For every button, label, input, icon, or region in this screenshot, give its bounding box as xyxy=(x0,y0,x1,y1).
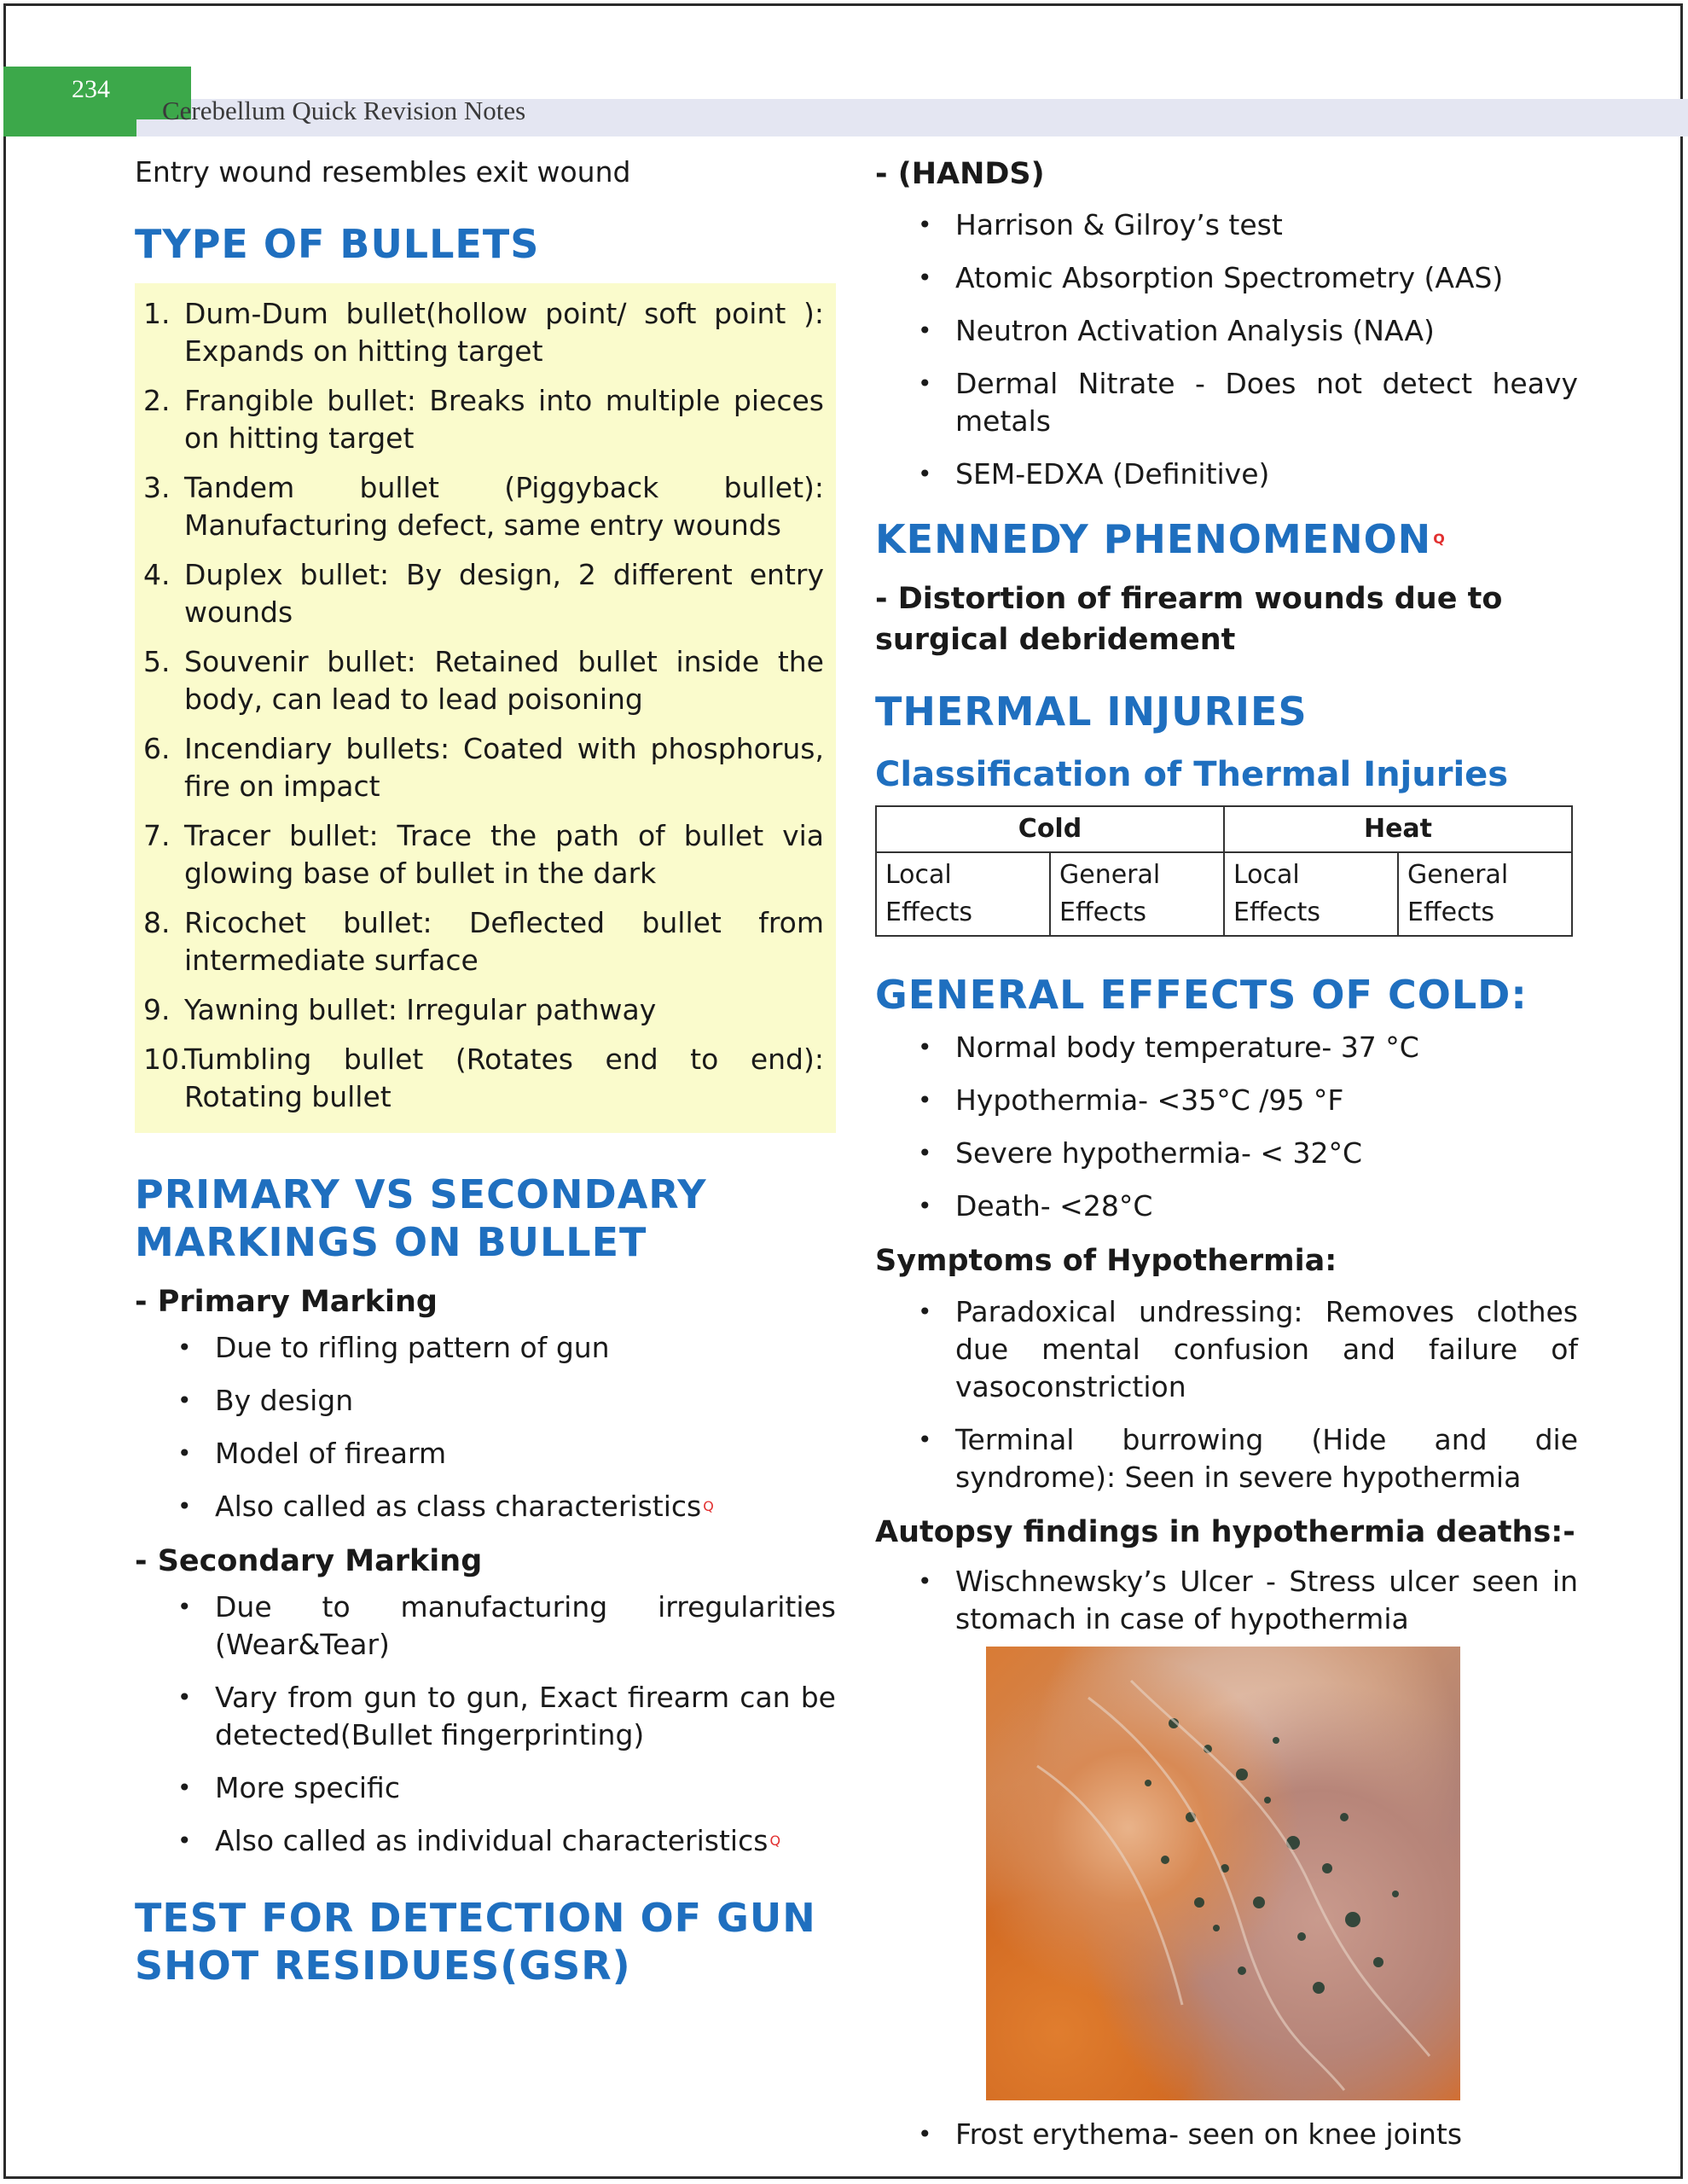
list-item: • Hypothermia- <35°C /95 °F xyxy=(918,1082,1578,1119)
question-mark-badge: Q xyxy=(1433,531,1446,547)
heading-thermal: THERMAL INJURIES xyxy=(875,688,1308,735)
kennedy-text: - Distortion of firearm wounds due to surgical debridement xyxy=(875,582,1503,657)
list-item: 5. Souvenir bullet: Retained bullet inside the body, can lead to lead poisoning xyxy=(143,645,824,716)
list-item: • Harrison & Gilroy’s test xyxy=(918,206,1578,244)
hands-list xyxy=(875,206,1578,493)
intro-text: Entry wound resembles exit wound xyxy=(135,155,631,189)
table-header-cold: Cold xyxy=(876,806,1224,852)
list-item: • Neutron Activation Analysis (NAA) xyxy=(918,312,1578,350)
list-item: • By design xyxy=(177,1382,836,1420)
secondary-marking-list xyxy=(135,1589,836,1860)
left-column xyxy=(135,147,836,1989)
table-cell: Local Effects xyxy=(876,852,1050,936)
list-item: 1. Dum-Dum bullet(hollow point/ soft point ): Expands on hitting target xyxy=(143,297,824,368)
thermal-table xyxy=(875,805,1573,937)
autopsy-heading: Autopsy findings in hypothermia deaths:- xyxy=(875,1515,1575,1549)
list-item: 7. Tracer bullet: Trace the path of bullet via glowing base of bullet in the dark xyxy=(143,819,824,890)
table-cell: General Effects xyxy=(1398,852,1572,936)
right-column xyxy=(875,147,1578,2169)
bullet-types-box xyxy=(135,283,836,1133)
final-list xyxy=(875,2116,1578,2153)
list-item: • Due to rifling pattern of gun xyxy=(177,1329,836,1367)
table-cell: General Effects xyxy=(1050,852,1224,936)
autopsy-list xyxy=(875,1563,1578,1638)
list-item: • Paradoxical undressing: Removes clothes due mental confusion and failure of vasoconstriction xyxy=(918,1293,1578,1406)
heading-gsr: TEST FOR DETECTION OF GUN SHOT RESIDUES(GSR) xyxy=(135,1895,816,1989)
cold-effects-list xyxy=(875,1029,1578,1225)
page-number: 234 xyxy=(3,67,191,119)
symptoms-heading: Symptoms of Hypothermia: xyxy=(875,1244,1337,1278)
heading-classification: Classification of Thermal Injuries xyxy=(875,755,1509,794)
primary-marking-label: - Primary Marking xyxy=(135,1285,438,1319)
heading-cold-effects: GENERAL EFFECTS OF COLD: xyxy=(875,972,1528,1018)
list-item: • Also called as class characteristics $^Q$ xyxy=(177,1488,836,1525)
list-item: • Dermal Nitrate - Does not detect heavy metals xyxy=(918,365,1578,440)
symptoms-list xyxy=(875,1293,1578,1496)
question-mark-badge: Q xyxy=(769,1833,781,1849)
list-item: 4. Duplex bullet: By design, 2 different entry wounds xyxy=(143,558,824,629)
list-item: 9. Yawning bullet: Irregular pathway xyxy=(143,993,657,1026)
list-item: 2. Frangible bullet: Breaks into multiple pieces on hitting target xyxy=(143,384,824,455)
list-item: • Normal body temperature- 37 °C xyxy=(918,1029,1578,1066)
list-item: • Severe hypothermia- < 32°C xyxy=(918,1135,1578,1172)
list-item: 10. Tumbling bullet (Rotates end to end): Rotating bullet xyxy=(143,1043,824,1113)
heading-markings: PRIMARY VS SECONDARY MARKINGS ON BULLET xyxy=(135,1171,707,1265)
list-item: 6. Incendiary bullets: Coated with phosphorus, fire on impact xyxy=(143,732,824,803)
list-item: • Atomic Absorption Spectrometry (AAS) xyxy=(918,259,1578,297)
stomach-ulcer-photo xyxy=(986,1647,1460,2100)
list-item: • Frost erythema- seen on knee joints xyxy=(918,2116,1578,2153)
list-item: • Vary from gun to gun, Exact firearm can be detected(Bullet fingerprinting) xyxy=(177,1679,836,1754)
heading-bullet-types: TYPE OF BULLETS xyxy=(135,221,540,267)
list-item: • More specific xyxy=(177,1769,836,1807)
question-mark-badge: Q xyxy=(703,1498,714,1514)
ulcer-spots-overlay xyxy=(986,1647,1460,2100)
primary-marking-list xyxy=(135,1329,836,1525)
list-item: • Also called as individual characteristics $^Q$ xyxy=(177,1822,836,1860)
list-item: • Wischnewsky’s Ulcer - Stress ulcer seen in stomach in case of hypothermia xyxy=(918,1563,1578,1638)
running-header: Cerebellum Quick Revision Notes xyxy=(162,96,526,125)
list-item: • Death- <28°C xyxy=(918,1188,1578,1225)
hands-label: - (HANDS) xyxy=(875,157,1045,191)
secondary-marking-label: - Secondary Marking xyxy=(135,1544,483,1578)
list-item: • Model of firearm xyxy=(177,1435,836,1472)
list-item: • SEM-EDXA (Definitive) xyxy=(918,456,1578,493)
list-item: • Terminal burrowing (Hide and die syndrome): Seen in severe hypothermia xyxy=(918,1421,1578,1496)
heading-kennedy: KENNEDY PHENOMENON $^Q$ xyxy=(875,516,1446,562)
list-item: 3. Tandem bullet (Piggyback bullet): Manufacturing defect, same entry wounds xyxy=(143,471,824,542)
list-item: • Due to manufacturing irregularities (Wear&Tear) xyxy=(177,1589,836,1664)
table-cell: Local Effects xyxy=(1224,852,1398,936)
list-item: 8. Ricochet bullet: Deflected bullet from intermediate surface xyxy=(143,906,824,977)
page-tab-tail xyxy=(3,119,136,136)
table-header-heat: Heat xyxy=(1224,806,1572,852)
